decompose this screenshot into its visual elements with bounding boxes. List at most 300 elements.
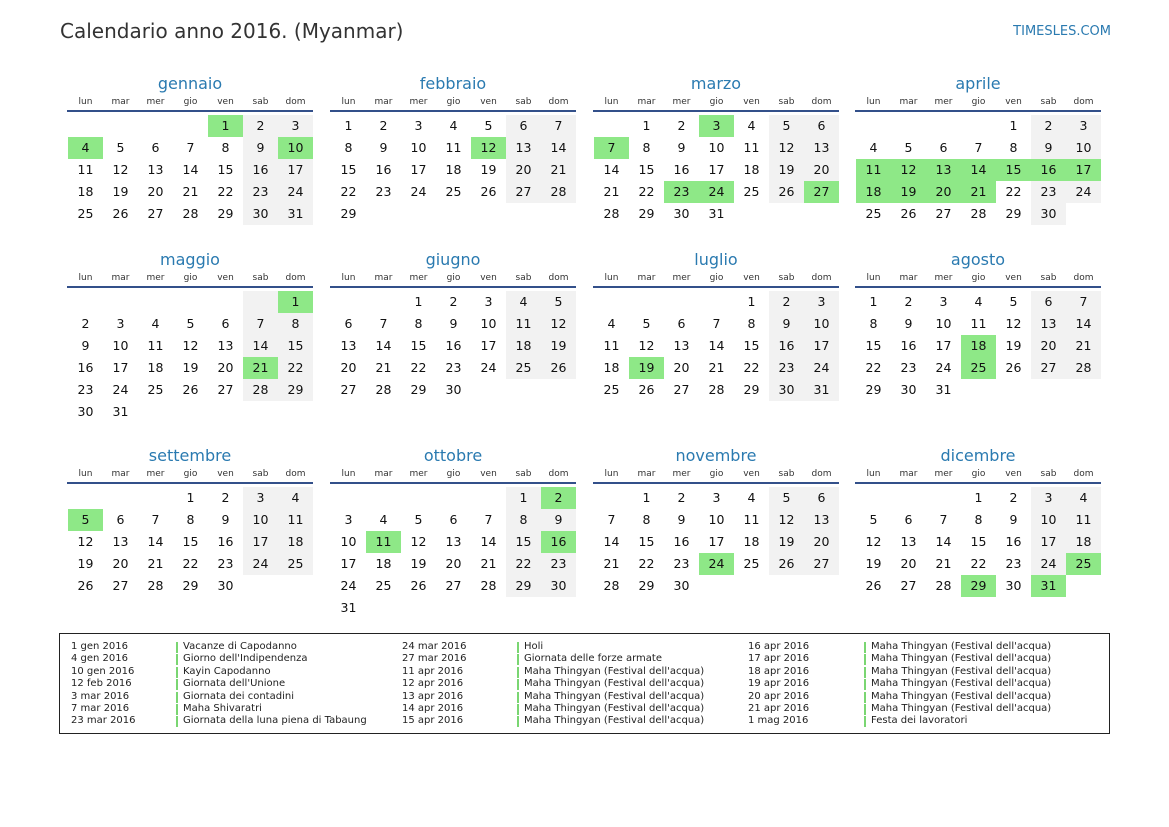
day-cell[interactable]: 15 [743, 338, 760, 353]
day-cell[interactable]: 1 [506, 487, 541, 509]
day-cell[interactable]: 20 [112, 556, 129, 571]
day-cell[interactable]: 26 [865, 578, 882, 593]
day-cell[interactable]: 3 [116, 316, 125, 331]
day-cell[interactable]: 23 [217, 556, 234, 571]
day-cell[interactable]: 25 [743, 556, 760, 571]
day-cell[interactable]: 4 [607, 316, 616, 331]
day-cell[interactable]: 23 [375, 184, 392, 199]
day-cell[interactable]: 12 [769, 509, 804, 531]
day-cell[interactable]: 28 [182, 206, 199, 221]
day-cell[interactable]: 21 [541, 159, 576, 181]
day-cell[interactable]: 28 [603, 206, 620, 221]
day-cell[interactable]: 28 [708, 382, 725, 397]
day-cell[interactable]: 14 [182, 162, 199, 177]
day-cell[interactable]: 9 [81, 338, 90, 353]
day-cell[interactable]: 11 [603, 338, 620, 353]
day-cell[interactable]: 23 [1005, 556, 1022, 571]
day-cell[interactable]: 18 [445, 162, 462, 177]
day-cell[interactable]: 13 [112, 534, 129, 549]
day-cell[interactable]: 2 [243, 115, 278, 137]
day-cell[interactable]: 21 [603, 184, 620, 199]
day-cell[interactable]: 26 [769, 553, 804, 575]
day-cell[interactable]: 24 [112, 382, 129, 397]
day-cell[interactable]: 31 [708, 206, 725, 221]
day-cell[interactable]: 23 [900, 360, 917, 375]
day-cell[interactable]: 27 [673, 382, 690, 397]
day-cell[interactable]: 1 [747, 294, 756, 309]
day-cell[interactable]: 22 [182, 556, 199, 571]
day-cell[interactable]: 18 [743, 162, 760, 177]
day-cell[interactable]: 19 [541, 335, 576, 357]
day-cell[interactable]: 4 [379, 512, 388, 527]
day-cell[interactable]: 2 [379, 118, 388, 133]
day-cell[interactable]: 29 [638, 578, 655, 593]
day-cell[interactable]: 20 [340, 360, 357, 375]
day-cell[interactable]: 13 [804, 509, 839, 531]
day-cell[interactable]: 23 [243, 181, 278, 203]
day-cell[interactable]: 30 [445, 382, 462, 397]
day-cell[interactable]: 10 [480, 316, 497, 331]
day-cell[interactable]: 27 [506, 181, 541, 203]
day-cell[interactable]: 15 [217, 162, 234, 177]
day-cell[interactable]: 27 [804, 181, 839, 203]
day-cell[interactable]: 8 [506, 509, 541, 531]
day-cell[interactable]: 7 [939, 512, 948, 527]
day-cell[interactable]: 18 [375, 556, 392, 571]
day-cell[interactable]: 5 [541, 291, 576, 313]
day-cell[interactable]: 8 [186, 512, 195, 527]
day-cell[interactable]: 31 [112, 404, 129, 419]
day-cell[interactable]: 9 [677, 512, 686, 527]
day-cell[interactable]: 14 [480, 534, 497, 549]
day-cell[interactable]: 19 [891, 181, 926, 203]
day-cell[interactable]: 7 [151, 512, 160, 527]
day-cell[interactable]: 18 [77, 184, 94, 199]
day-cell[interactable]: 31 [278, 203, 313, 225]
day-cell[interactable]: 27 [900, 578, 917, 593]
day-cell[interactable]: 21 [935, 556, 952, 571]
day-cell[interactable]: 17 [708, 534, 725, 549]
day-cell[interactable]: 25 [147, 382, 164, 397]
day-cell[interactable]: 29 [217, 206, 234, 221]
day-cell[interactable]: 2 [1009, 490, 1018, 505]
day-cell[interactable]: 29 [1005, 206, 1022, 221]
day-cell[interactable]: 15 [182, 534, 199, 549]
day-cell[interactable]: 28 [1066, 357, 1101, 379]
day-cell[interactable]: 10 [935, 316, 952, 331]
day-cell[interactable]: 25 [506, 357, 541, 379]
day-cell[interactable]: 4 [1066, 487, 1101, 509]
day-cell[interactable]: 30 [77, 404, 94, 419]
day-cell[interactable]: 21 [603, 556, 620, 571]
day-cell[interactable]: 3 [1066, 115, 1101, 137]
day-cell[interactable]: 26 [1005, 360, 1022, 375]
day-cell[interactable]: 6 [116, 512, 125, 527]
day-cell[interactable]: 19 [480, 162, 497, 177]
day-cell[interactable]: 2 [541, 487, 576, 509]
day-cell[interactable]: 23 [769, 357, 804, 379]
day-cell[interactable]: 30 [769, 379, 804, 401]
day-cell[interactable]: 22 [865, 360, 882, 375]
day-cell[interactable]: 26 [541, 357, 576, 379]
day-cell[interactable]: 3 [804, 291, 839, 313]
day-cell[interactable]: 12 [769, 137, 804, 159]
day-cell[interactable]: 8 [414, 316, 423, 331]
day-cell[interactable]: 22 [506, 553, 541, 575]
day-cell[interactable]: 19 [769, 159, 804, 181]
day-cell[interactable]: 29 [961, 575, 996, 597]
day-cell[interactable]: 25 [375, 578, 392, 593]
day-cell[interactable]: 17 [935, 338, 952, 353]
day-cell[interactable]: 23 [673, 556, 690, 571]
day-cell[interactable]: 24 [699, 553, 734, 575]
day-cell[interactable]: 9 [769, 313, 804, 335]
day-cell[interactable]: 25 [278, 553, 313, 575]
day-cell[interactable]: 1 [974, 490, 983, 505]
day-cell[interactable]: 14 [147, 534, 164, 549]
day-cell[interactable]: 29 [410, 382, 427, 397]
day-cell[interactable]: 8 [642, 512, 651, 527]
day-cell[interactable]: 5 [769, 487, 804, 509]
day-cell[interactable]: 14 [961, 159, 996, 181]
day-cell[interactable]: 3 [278, 115, 313, 137]
day-cell[interactable]: 11 [1066, 509, 1101, 531]
day-cell[interactable]: 22 [278, 357, 313, 379]
day-cell[interactable]: 15 [865, 338, 882, 353]
day-cell[interactable]: 10 [410, 140, 427, 155]
day-cell[interactable]: 5 [68, 509, 103, 531]
day-cell[interactable]: 3 [1031, 487, 1066, 509]
day-cell[interactable]: 24 [278, 181, 313, 203]
day-cell[interactable]: 11 [366, 531, 401, 553]
day-cell[interactable]: 20 [445, 556, 462, 571]
day-cell[interactable]: 5 [904, 140, 913, 155]
day-cell[interactable]: 7 [243, 313, 278, 335]
day-cell[interactable]: 31 [804, 379, 839, 401]
day-cell[interactable]: 30 [673, 578, 690, 593]
day-cell[interactable]: 28 [970, 206, 987, 221]
day-cell[interactable]: 15 [996, 159, 1031, 181]
day-cell[interactable]: 2 [1031, 115, 1066, 137]
day-cell[interactable]: 20 [900, 556, 917, 571]
day-cell[interactable]: 16 [1005, 534, 1022, 549]
day-cell[interactable]: 17 [804, 335, 839, 357]
day-cell[interactable]: 30 [1031, 203, 1066, 225]
day-cell[interactable]: 7 [379, 316, 388, 331]
day-cell[interactable]: 17 [278, 159, 313, 181]
day-cell[interactable]: 9 [1031, 137, 1066, 159]
day-cell[interactable]: 22 [638, 556, 655, 571]
day-cell[interactable]: 18 [743, 534, 760, 549]
day-cell[interactable]: 21 [961, 181, 996, 203]
day-cell[interactable]: 26 [112, 206, 129, 221]
day-cell[interactable]: 6 [804, 487, 839, 509]
day-cell[interactable]: 9 [379, 140, 388, 155]
day-cell[interactable]: 8 [1009, 140, 1018, 155]
day-cell[interactable]: 10 [708, 512, 725, 527]
day-cell[interactable]: 10 [1031, 509, 1066, 531]
day-cell[interactable]: 30 [243, 203, 278, 225]
day-cell[interactable]: 17 [1031, 531, 1066, 553]
day-cell[interactable]: 11 [77, 162, 94, 177]
day-cell[interactable]: 2 [221, 490, 230, 505]
day-cell[interactable]: 22 [217, 184, 234, 199]
day-cell[interactable]: 5 [642, 316, 651, 331]
day-cell[interactable]: 14 [603, 534, 620, 549]
day-cell[interactable]: 17 [1066, 159, 1101, 181]
day-cell[interactable]: 21 [375, 360, 392, 375]
day-cell[interactable]: 5 [1009, 294, 1018, 309]
day-cell[interactable]: 13 [340, 338, 357, 353]
day-cell[interactable]: 14 [375, 338, 392, 353]
day-cell[interactable]: 7 [712, 316, 721, 331]
day-cell[interactable]: 12 [410, 534, 427, 549]
day-cell[interactable]: 1 [869, 294, 878, 309]
day-cell[interactable]: 15 [638, 162, 655, 177]
day-cell[interactable]: 17 [480, 338, 497, 353]
day-cell[interactable]: 25 [77, 206, 94, 221]
day-cell[interactable]: 28 [603, 578, 620, 593]
day-cell[interactable]: 18 [961, 335, 996, 357]
day-cell[interactable]: 26 [410, 578, 427, 593]
day-cell[interactable]: 8 [642, 140, 651, 155]
day-cell[interactable]: 24 [480, 360, 497, 375]
day-cell[interactable]: 29 [743, 382, 760, 397]
day-cell[interactable]: 9 [221, 512, 230, 527]
day-cell[interactable]: 10 [243, 509, 278, 531]
day-cell[interactable]: 16 [217, 534, 234, 549]
day-cell[interactable]: 16 [541, 531, 576, 553]
day-cell[interactable]: 14 [243, 335, 278, 357]
day-cell[interactable]: 18 [278, 531, 313, 553]
day-cell[interactable]: 3 [344, 512, 353, 527]
day-cell[interactable]: 5 [116, 140, 125, 155]
day-cell[interactable]: 13 [1031, 313, 1066, 335]
day-cell[interactable]: 23 [77, 382, 94, 397]
day-cell[interactable]: 11 [743, 140, 760, 155]
day-cell[interactable]: 16 [445, 338, 462, 353]
day-cell[interactable]: 13 [673, 338, 690, 353]
day-cell[interactable]: 16 [77, 360, 94, 375]
day-cell[interactable]: 24 [699, 181, 734, 203]
day-cell[interactable]: 3 [712, 490, 721, 505]
day-cell[interactable]: 12 [77, 534, 94, 549]
day-cell[interactable]: 4 [747, 490, 756, 505]
day-cell[interactable]: 12 [112, 162, 129, 177]
day-cell[interactable]: 19 [77, 556, 94, 571]
day-cell[interactable]: 27 [147, 206, 164, 221]
day-cell[interactable]: 8 [344, 140, 353, 155]
day-cell[interactable]: 19 [112, 184, 129, 199]
day-cell[interactable]: 11 [970, 316, 987, 331]
day-cell[interactable]: 13 [926, 159, 961, 181]
day-cell[interactable]: 4 [869, 140, 878, 155]
day-cell[interactable]: 11 [856, 159, 891, 181]
day-cell[interactable]: 30 [900, 382, 917, 397]
day-cell[interactable]: 6 [506, 115, 541, 137]
day-cell[interactable]: 31 [340, 600, 357, 615]
day-cell[interactable]: 26 [769, 181, 804, 203]
day-cell[interactable]: 15 [278, 335, 313, 357]
day-cell[interactable]: 8 [278, 313, 313, 335]
day-cell[interactable]: 1 [1009, 118, 1018, 133]
day-cell[interactable]: 28 [243, 379, 278, 401]
day-cell[interactable]: 30 [217, 578, 234, 593]
day-cell[interactable]: 3 [699, 115, 734, 137]
day-cell[interactable]: 20 [673, 360, 690, 375]
day-cell[interactable]: 9 [1009, 512, 1018, 527]
day-cell[interactable]: 4 [747, 118, 756, 133]
day-cell[interactable]: 7 [974, 140, 983, 155]
day-cell[interactable]: 7 [1066, 291, 1101, 313]
day-cell[interactable]: 25 [1066, 553, 1101, 575]
day-cell[interactable]: 24 [340, 578, 357, 593]
day-cell[interactable]: 27 [445, 578, 462, 593]
day-cell[interactable]: 19 [865, 556, 882, 571]
day-cell[interactable]: 13 [804, 137, 839, 159]
day-cell[interactable]: 16 [375, 162, 392, 177]
day-cell[interactable]: 6 [904, 512, 913, 527]
day-cell[interactable]: 3 [414, 118, 423, 133]
day-cell[interactable]: 24 [804, 357, 839, 379]
day-cell[interactable]: 28 [147, 578, 164, 593]
day-cell[interactable]: 25 [603, 382, 620, 397]
day-cell[interactable]: 19 [769, 531, 804, 553]
day-cell[interactable]: 12 [182, 338, 199, 353]
day-cell[interactable]: 28 [541, 181, 576, 203]
day-cell[interactable]: 8 [869, 316, 878, 331]
day-cell[interactable]: 5 [414, 512, 423, 527]
day-cell[interactable]: 22 [970, 556, 987, 571]
day-cell[interactable]: 5 [869, 512, 878, 527]
day-cell[interactable]: 21 [480, 556, 497, 571]
day-cell[interactable]: 8 [221, 140, 230, 155]
day-cell[interactable]: 7 [594, 137, 629, 159]
day-cell[interactable]: 12 [891, 159, 926, 181]
day-cell[interactable]: 29 [638, 206, 655, 221]
day-cell[interactable]: 9 [449, 316, 458, 331]
day-cell[interactable]: 31 [935, 382, 952, 397]
day-cell[interactable]: 24 [243, 553, 278, 575]
day-cell[interactable]: 19 [629, 357, 664, 379]
day-cell[interactable]: 27 [804, 553, 839, 575]
day-cell[interactable]: 4 [449, 118, 458, 133]
day-cell[interactable]: 16 [673, 534, 690, 549]
day-cell[interactable]: 20 [926, 181, 961, 203]
day-cell[interactable]: 26 [480, 184, 497, 199]
day-cell[interactable]: 9 [904, 316, 913, 331]
day-cell[interactable]: 12 [865, 534, 882, 549]
day-cell[interactable]: 19 [410, 556, 427, 571]
day-cell[interactable]: 23 [1031, 181, 1066, 203]
day-cell[interactable]: 22 [638, 184, 655, 199]
day-cell[interactable]: 17 [243, 531, 278, 553]
day-cell[interactable]: 24 [1031, 553, 1066, 575]
day-cell[interactable]: 10 [112, 338, 129, 353]
day-cell[interactable]: 8 [974, 512, 983, 527]
day-cell[interactable]: 29 [278, 379, 313, 401]
day-cell[interactable]: 1 [642, 490, 651, 505]
day-cell[interactable]: 19 [1005, 338, 1022, 353]
day-cell[interactable]: 22 [1005, 184, 1022, 199]
day-cell[interactable]: 19 [182, 360, 199, 375]
day-cell[interactable]: 18 [1066, 531, 1101, 553]
day-cell[interactable]: 9 [243, 137, 278, 159]
day-cell[interactable]: 18 [856, 181, 891, 203]
day-cell[interactable]: 25 [865, 206, 882, 221]
day-cell[interactable]: 30 [541, 575, 576, 597]
day-cell[interactable]: 16 [243, 159, 278, 181]
day-cell[interactable]: 16 [900, 338, 917, 353]
day-cell[interactable]: 20 [147, 184, 164, 199]
day-cell[interactable]: 12 [1005, 316, 1022, 331]
day-cell[interactable]: 9 [677, 140, 686, 155]
day-cell[interactable]: 17 [708, 162, 725, 177]
day-cell[interactable]: 13 [147, 162, 164, 177]
day-cell[interactable]: 3 [939, 294, 948, 309]
day-cell[interactable]: 29 [182, 578, 199, 593]
day-cell[interactable]: 2 [677, 490, 686, 505]
day-cell[interactable]: 27 [112, 578, 129, 593]
day-cell[interactable]: 13 [506, 137, 541, 159]
day-cell[interactable]: 3 [243, 487, 278, 509]
day-cell[interactable]: 27 [340, 382, 357, 397]
day-cell[interactable]: 26 [182, 382, 199, 397]
day-cell[interactable]: 11 [278, 509, 313, 531]
day-cell[interactable]: 16 [1031, 159, 1066, 181]
day-cell[interactable]: 29 [340, 206, 357, 221]
day-cell[interactable]: 27 [935, 206, 952, 221]
day-cell[interactable]: 20 [217, 360, 234, 375]
day-cell[interactable]: 28 [480, 578, 497, 593]
day-cell[interactable]: 16 [769, 335, 804, 357]
day-cell[interactable]: 20 [1031, 335, 1066, 357]
day-cell[interactable]: 1 [278, 291, 313, 313]
day-cell[interactable]: 10 [1066, 137, 1101, 159]
day-cell[interactable]: 15 [638, 534, 655, 549]
day-cell[interactable]: 9 [541, 509, 576, 531]
day-cell[interactable]: 25 [743, 184, 760, 199]
day-cell[interactable]: 11 [147, 338, 164, 353]
day-cell[interactable]: 15 [506, 531, 541, 553]
day-cell[interactable]: 30 [1005, 578, 1022, 593]
day-cell[interactable]: 4 [974, 294, 983, 309]
day-cell[interactable]: 1 [208, 115, 243, 137]
day-cell[interactable]: 17 [410, 162, 427, 177]
day-cell[interactable]: 2 [677, 118, 686, 133]
day-cell[interactable]: 4 [278, 487, 313, 509]
day-cell[interactable]: 2 [449, 294, 458, 309]
day-cell[interactable]: 14 [1066, 313, 1101, 335]
day-cell[interactable]: 6 [804, 115, 839, 137]
day-cell[interactable]: 21 [243, 357, 278, 379]
day-cell[interactable]: 23 [664, 181, 699, 203]
day-cell[interactable]: 1 [186, 490, 195, 505]
day-cell[interactable]: 20 [804, 531, 839, 553]
day-cell[interactable]: 12 [471, 137, 506, 159]
day-cell[interactable]: 14 [708, 338, 725, 353]
day-cell[interactable]: 29 [865, 382, 882, 397]
day-cell[interactable]: 29 [506, 575, 541, 597]
day-cell[interactable]: 26 [900, 206, 917, 221]
day-cell[interactable]: 24 [935, 360, 952, 375]
day-cell[interactable]: 17 [112, 360, 129, 375]
brand-link[interactable]: TIMESLES.COM [1013, 24, 1111, 39]
day-cell[interactable]: 31 [1031, 575, 1066, 597]
day-cell[interactable]: 27 [217, 382, 234, 397]
day-cell[interactable]: 28 [935, 578, 952, 593]
day-cell[interactable]: 15 [340, 162, 357, 177]
